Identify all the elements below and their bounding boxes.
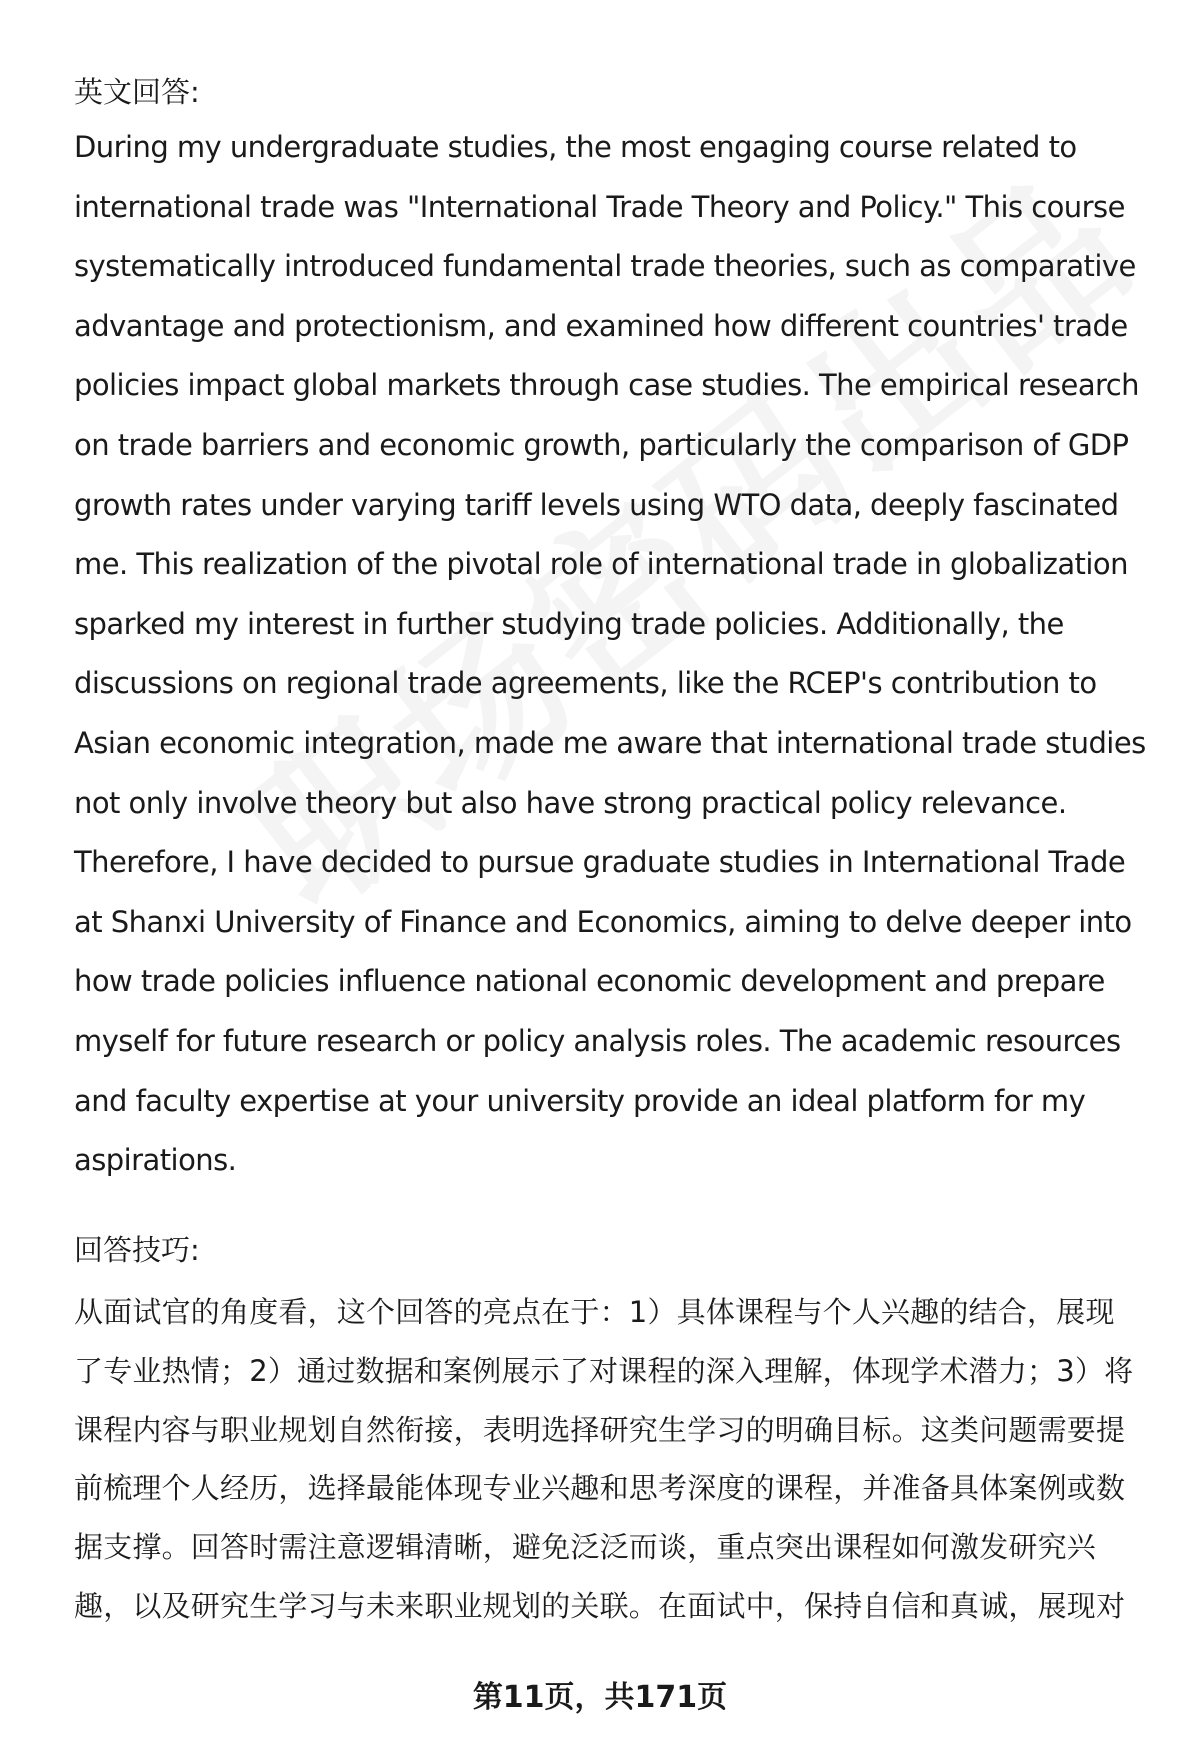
paragraph-line: me. This realization of the pivotal role of international trade in globalization [74, 547, 1128, 582]
paragraph-line: and faculty expertise at your university provide an ideal platform for my [74, 1083, 1086, 1118]
paragraph-line: 趣，以及研究生学习与未来职业规划的关联。在面试中，保持自信和真诚，展现对 [74, 1588, 1126, 1623]
answer-tips-paragraph [74, 1283, 1164, 1636]
paragraph-line: 课程内容与职业规划自然衔接，表明选择研究生学习的明确目标。这类问题需要提 [74, 1412, 1126, 1447]
paragraph-line: During my undergraduate studies, the most engaging course related to [74, 130, 1077, 164]
paragraph-line: Therefore, I have decided to pursue graduate studies in International Trade [74, 845, 1126, 880]
paragraph-line: 从面试官的角度看，这个回答的亮点在于：1）具体课程与个人兴趣的结合，展现 [74, 1295, 1115, 1329]
paragraph-line: policies impact global markets through case studies. The empirical research [74, 368, 1140, 403]
paragraph-line: aspirations. [74, 1143, 237, 1178]
paragraph-line: on trade barriers and economic growth, particularly the comparison of GDP [74, 427, 1129, 462]
paragraph-line: 了专业热情；2）通过数据和案例展示了对课程的深入理解，体现学术潜力；3）将 [74, 1353, 1134, 1388]
paragraph-line: not only involve theory but also have strong practical policy relevance. [74, 785, 1067, 820]
paragraph-line: Asian economic integration, made me aware that international trade studies [74, 725, 1146, 760]
page-number: 第11页，共171页 [472, 1680, 728, 1715]
paragraph-line: advantage and protectionism, and examined how different countries' trade [74, 308, 1128, 343]
paragraph-line: how trade policies influence national economic development and prepare [74, 964, 1105, 999]
paragraph-line: myself for future research or policy analysis roles. The academic resources [74, 1023, 1121, 1058]
english-answer-heading: 英文回答: [74, 75, 200, 109]
paragraph-line: sparked my interest in further studying trade policies. Additionally, the [74, 606, 1064, 641]
english-answer-paragraph [74, 118, 1164, 1191]
paragraph-line: international trade was "International Trade Theory and Policy." This course [74, 189, 1125, 224]
paragraph-line: growth rates under varying tariff levels using WTO data, deeply fascinated [74, 487, 1119, 522]
paragraph-line: 前梳理个人经历，选择最能体现专业兴趣和思考深度的课程，并准备具体案例或数 [74, 1471, 1126, 1506]
answer-tips-heading: 回答技巧: [74, 1233, 200, 1267]
paragraph-line: systematically introduced fundamental trade theories, such as comparative [74, 249, 1136, 284]
paragraph-line: discussions on regional trade agreements, like the RCEP's contribution to [74, 666, 1097, 701]
paragraph-line: at Shanxi University of Finance and Economics, aiming to delve deeper into [74, 904, 1132, 939]
paragraph-line: 据支撑。回答时需注意逻辑清晰，避免泛泛而谈，重点突出课程如何激发研究兴 [74, 1530, 1097, 1565]
